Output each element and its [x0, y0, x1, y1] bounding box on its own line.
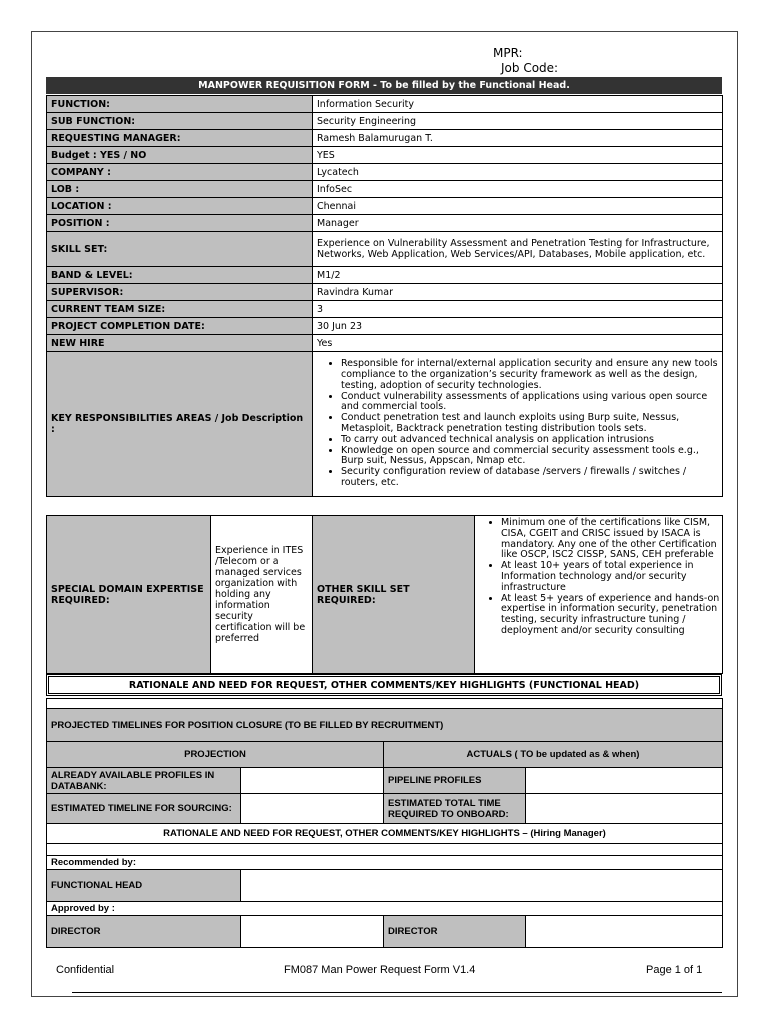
already-available-label: ALREADY AVAILABLE PROFILES IN DATABANK:	[47, 768, 241, 794]
responsibilities-row	[47, 352, 723, 497]
footer-confidential: Confidential	[56, 964, 115, 976]
field-row	[47, 335, 723, 352]
field-row	[47, 215, 723, 232]
field-row	[47, 318, 723, 335]
field-row	[47, 147, 723, 164]
responsibilities-list	[317, 359, 718, 489]
field-value: Lycatech	[313, 164, 723, 181]
field-value: Ravindra Kumar	[313, 284, 723, 301]
field-label: SUB FUNCTION:	[47, 113, 313, 130]
field-value: InfoSec	[313, 181, 723, 198]
director-label-2: DIRECTOR	[384, 916, 526, 948]
field-label: FUNCTION:	[47, 96, 313, 113]
rationale-hiring-field[interactable]	[47, 844, 723, 856]
rationale-hiring-manager: RATIONALE AND NEED FOR REQUEST, OTHER COMMENTS/KEY HIGHLIGHTS – (Hiring Manager)	[47, 824, 723, 844]
field-value: Ramesh Balamurugan T.	[313, 130, 723, 147]
pipeline-field[interactable]	[526, 768, 723, 794]
list-item: • Minimum one of the certifications like CISM, CISA, CGEIT and CRISC issued by ISACA is mandatory. Any one of the other Certification like OSCP, ISC2 CISSP, SANS, CEH preferable	[501, 518, 720, 561]
special-domain-table	[46, 515, 723, 674]
field-value: Experience on Vulnerability Assessment and Penetration Testing for Infrastructure, Networks, Web Application, Web Services/API, Databases, Mobile application, etc.	[313, 232, 723, 267]
footer-rule	[72, 992, 722, 993]
pipeline-label: PIPELINE PROFILES	[384, 768, 526, 794]
functional-head-label: FUNCTIONAL HEAD	[47, 870, 241, 902]
other-skill-list	[477, 518, 720, 637]
list-item: • Security configuration review of database /servers / firewalls / switches / routers, etc.	[341, 467, 718, 489]
field-label: REQUESTING MANAGER:	[47, 130, 313, 147]
estimated-onboard-label: ESTIMATED TOTAL TIME REQUIRED TO ONBOARD:	[384, 794, 526, 824]
other-skill-cell	[475, 516, 723, 674]
field-value: 3	[313, 301, 723, 318]
list-item: • At least 5+ years of experience and hands-on expertise in information security, penetration testing, security infrastructure tuning / deployment and/or security consulting	[501, 594, 720, 637]
field-row	[47, 164, 723, 181]
field-value: Information Security	[313, 96, 723, 113]
field-label: Budget : YES / NO	[47, 147, 313, 164]
field-row	[47, 198, 723, 215]
field-row	[47, 96, 723, 113]
mpr-label: MPR:	[493, 46, 523, 60]
field-row	[47, 232, 723, 267]
field-value: Manager	[313, 215, 723, 232]
field-label: LOB :	[47, 181, 313, 198]
list-item: • Conduct penetration test and launch exploits using Burp suite, Nessus, Metasploit, Backtrack penetration testing distribution tools sets.	[341, 413, 718, 435]
list-item: • Responsible for internal/external application security and ensure any new tools compliance to the organization’s security framework as well as the design, testing, adoption of security technologies.	[341, 359, 718, 391]
functional-head-field[interactable]	[241, 870, 723, 902]
rationale-functional-head: RATIONALE AND NEED FOR REQUEST, OTHER COMMENTS/KEY HIGHLIGHTS (FUNCTIONAL HEAD)	[46, 674, 722, 696]
field-row	[47, 267, 723, 284]
timelines-title: PROJECTED TIMELINES FOR POSITION CLOSURE (TO BE FILLED BY RECRUITMENT)	[47, 709, 723, 742]
field-value: 30 Jun 23	[313, 318, 723, 335]
approved-by-label: Approved by :	[47, 902, 723, 916]
field-label: POSITION :	[47, 215, 313, 232]
field-row	[47, 301, 723, 318]
requisition-fields-table	[46, 95, 723, 497]
estimated-sourcing-field[interactable]	[241, 794, 384, 824]
special-domain-value: Experience in ITES /Telecom or a managed services organization with holding any information security certification will be preferred	[211, 516, 313, 674]
field-label: SUPERVISOR:	[47, 284, 313, 301]
already-available-field[interactable]	[241, 768, 384, 794]
field-row	[47, 130, 723, 147]
field-label: LOCATION :	[47, 198, 313, 215]
list-item: • At least 10+ years of total experience in Information technology and/or security infrastructure	[501, 561, 720, 593]
field-value: Yes	[313, 335, 723, 352]
job-code-label: Job Code:	[501, 61, 559, 75]
special-domain-label: SPECIAL DOMAIN EXPERTISE REQUIRED:	[47, 516, 211, 674]
recommended-by-label: Recommended by:	[47, 856, 723, 870]
list-item: • To carry out advanced technical analysis on application intrusions	[341, 435, 718, 446]
responsibilities-label: KEY RESPONSIBILITIES AREAS / Job Description :	[47, 352, 313, 497]
other-skill-label: OTHER SKILL SET REQUIRED:	[313, 516, 475, 674]
footer-form-id: FM087 Man Power Request Form V1.4	[284, 964, 476, 976]
director-label-1: DIRECTOR	[47, 916, 241, 948]
form-title: MANPOWER REQUISITION FORM - To be filled by the Functional Head.	[46, 77, 722, 94]
director-field-2[interactable]	[526, 916, 723, 948]
actuals-header: ACTUALS ( TO be updated as & when)	[384, 742, 723, 768]
footer-page-number: Page 1 of 1	[646, 964, 703, 976]
field-label: COMPANY :	[47, 164, 313, 181]
field-row	[47, 284, 723, 301]
field-value: Security Engineering	[313, 113, 723, 130]
field-label: CURRENT TEAM SIZE:	[47, 301, 313, 318]
field-value: Chennai	[313, 198, 723, 215]
field-value: M1/2	[313, 267, 723, 284]
spacer-row	[47, 699, 723, 709]
projection-header: PROJECTION	[47, 742, 384, 768]
list-item: • Conduct vulnerability assessments of applications using various open source and commercial tools.	[341, 392, 718, 414]
field-label: BAND & LEVEL:	[47, 267, 313, 284]
list-item: • Knowledge on open source and commercial security assessment tools e.g., Burp suit, Nessus, Appscan, Nmap etc.	[341, 446, 718, 468]
director-field-1[interactable]	[241, 916, 384, 948]
field-label: NEW HIRE	[47, 335, 313, 352]
field-row	[47, 113, 723, 130]
recruitment-table	[46, 698, 723, 948]
responsibilities-cell	[313, 352, 723, 497]
field-row	[47, 181, 723, 198]
field-label: SKILL SET:	[47, 232, 313, 267]
field-value: YES	[313, 147, 723, 164]
estimated-onboard-field[interactable]	[526, 794, 723, 824]
field-label: PROJECT COMPLETION DATE:	[47, 318, 313, 335]
estimated-sourcing-label: ESTIMATED TIMELINE FOR SOURCING:	[47, 794, 241, 824]
